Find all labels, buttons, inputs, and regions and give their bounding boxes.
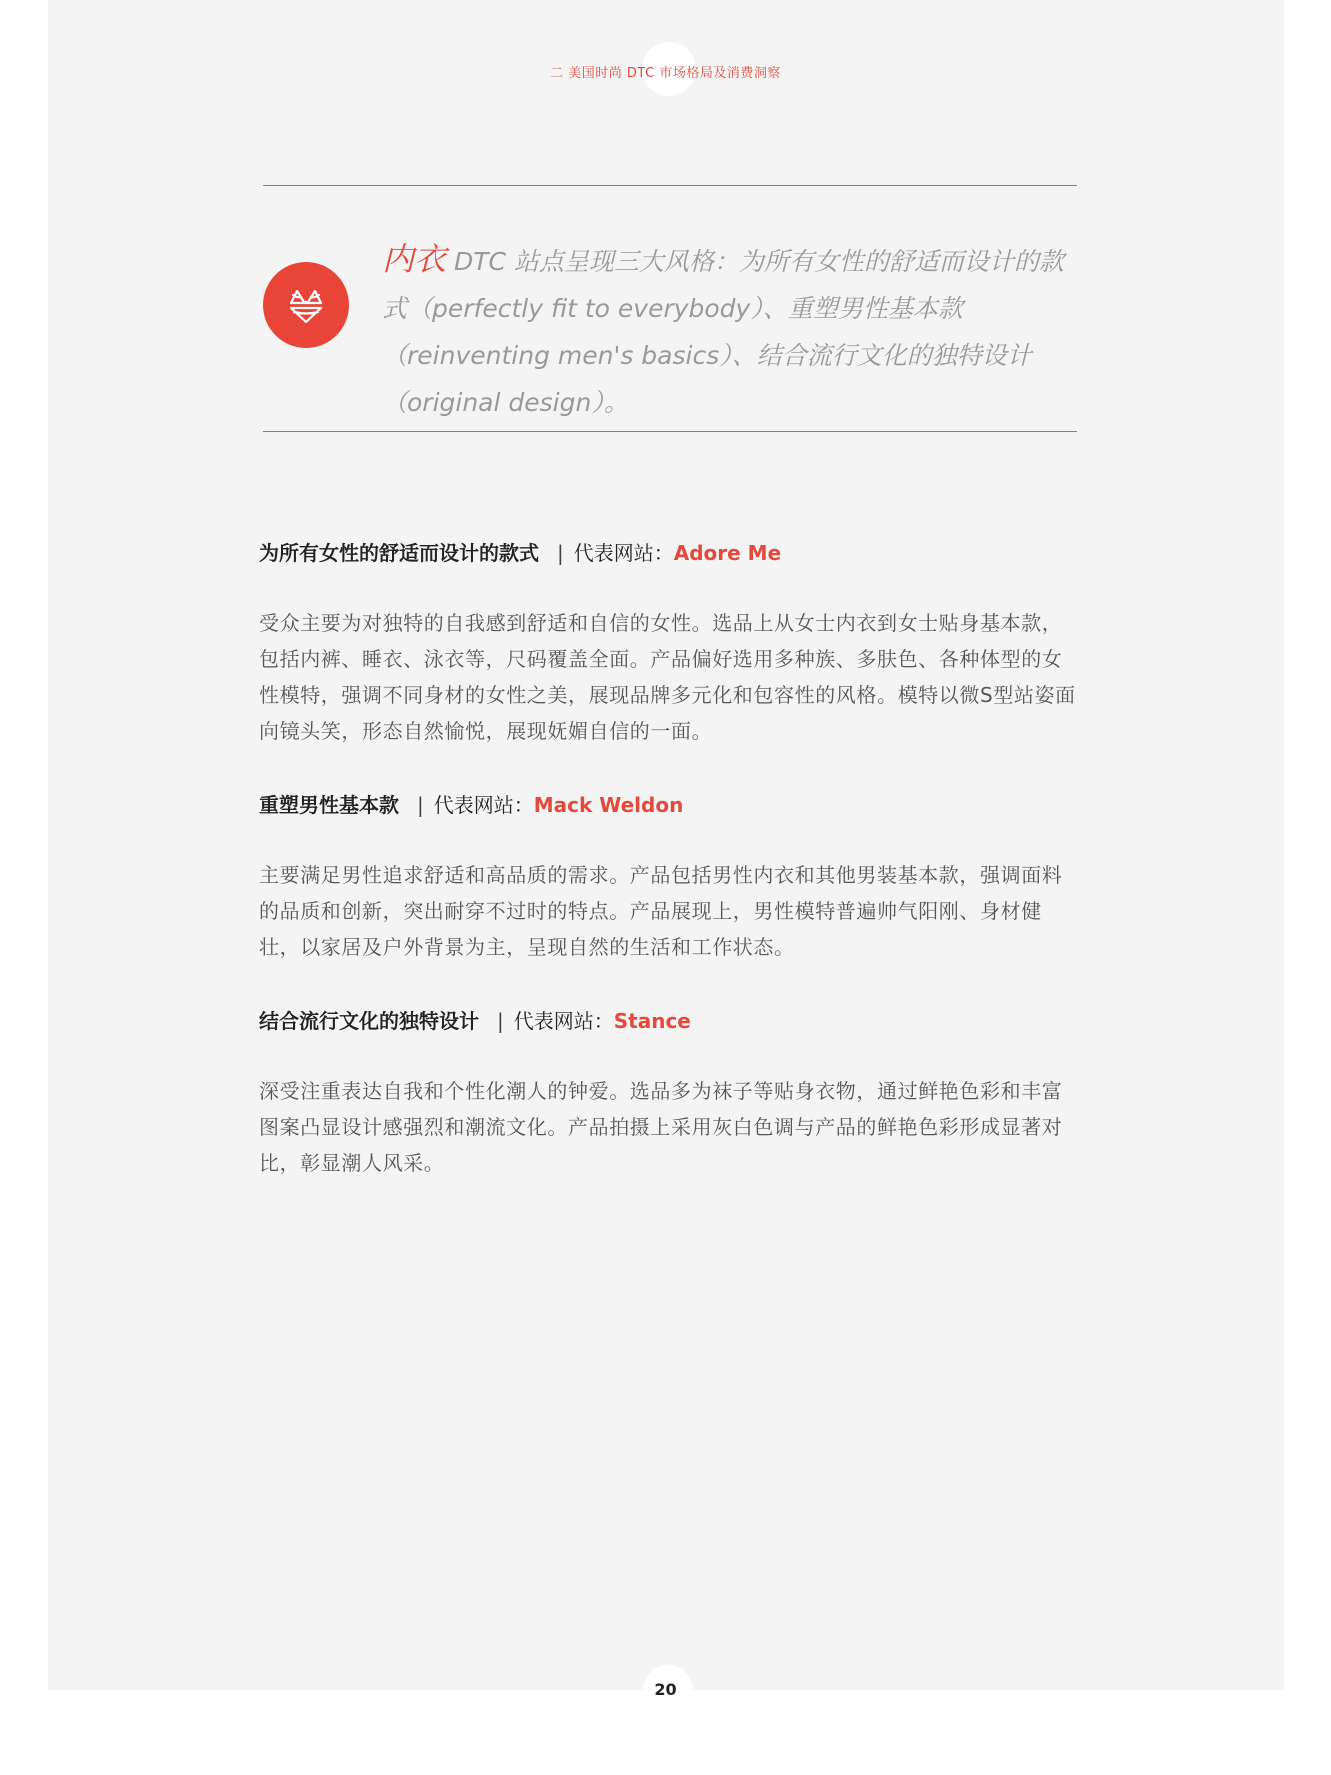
section-title: 为所有女性的舒适而设计的款式 (259, 541, 539, 565)
section-title: 重塑男性基本款 (259, 793, 399, 817)
quote-highlight: 内衣 (382, 240, 447, 278)
section-title: 结合流行文化的独特设计 (259, 1009, 479, 1033)
page-number: 20 (654, 1680, 677, 1699)
section-body: 深受注重表达自我和个性化潮人的钟爱。选品多为袜子等贴身衣物，通过鲜艳色彩和丰富图案凸显设计感强烈和潮流文化。产品拍摄上采用灰白色调与产品的鲜艳色彩形成显著对比，彰显潮人风采。 (259, 1079, 1063, 1175)
site-label: 代表网站： (573, 541, 674, 565)
section-title-row (259, 1007, 1081, 1035)
site-name: Mack Weldon (533, 793, 684, 817)
title-separator: | (557, 541, 564, 565)
section-men-basics (259, 791, 1081, 965)
lingerie-icon-svg (263, 262, 349, 348)
section-body: 主要满足男性追求舒适和高品质的需求。产品包括男性内衣和其他男装基本款，强调面料的品质和创新，突出耐穿不过时的特点。产品展现上，男性模特普遍帅气阳刚、身材健壮，以家居及户外背景为主，呈现自然的生活和工作状态。 (259, 863, 1063, 959)
section-pop-culture (259, 1007, 1081, 1181)
title-separator: | (497, 1009, 504, 1033)
site-name: Adore Me (673, 541, 782, 565)
title-separator: | (417, 793, 424, 817)
intro-quote (382, 236, 1082, 426)
chapter-header: 二 美国时尚 DTC 市场格局及消费洞察 (550, 66, 781, 81)
quote-text: DTC 站点呈现三大风格：为所有女性的舒适而设计的款式（perfectly fit to everybody）、重塑男性基本款（reinventing men's basics）、结合流行文化的独特设计（original design）。 (382, 247, 1064, 417)
lingerie-icon (263, 262, 349, 348)
bottom-divider (263, 431, 1077, 432)
section-body: 受众主要为对独特的自我感到舒适和自信的女性。选品上从女士内衣到女士贴身基本款，包括内裤、睡衣、泳衣等，尺码覆盖全面。产品偏好选用多种族、多肤色、各种体型的女性模特，强调不同身材的女性之美，展现品牌多元化和包容性的风格。模特以微S型站姿面向镜头笑，形态自然愉悦，展现妩媚自信的一面。 (259, 611, 1076, 743)
top-divider (263, 185, 1077, 186)
site-label: 代表网站： (433, 793, 534, 817)
section-women-comfort (259, 539, 1081, 749)
site-label: 代表网站： (513, 1009, 614, 1033)
section-title-row (259, 791, 1081, 819)
section-title-row (259, 539, 1081, 567)
site-name: Stance (613, 1009, 691, 1033)
